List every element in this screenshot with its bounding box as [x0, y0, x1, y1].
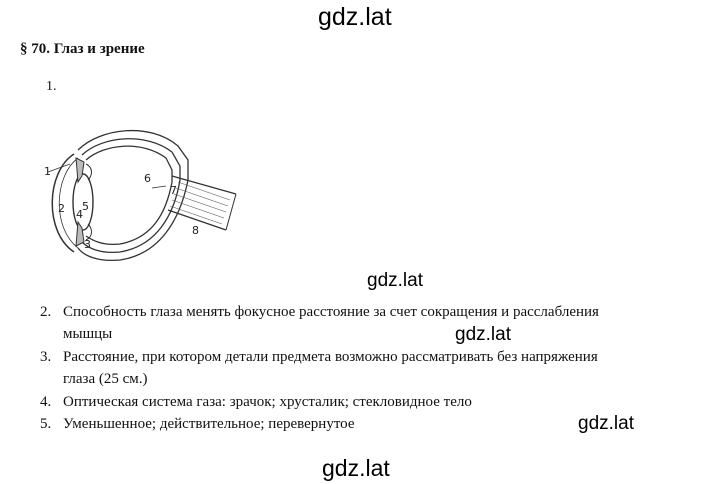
- section-heading: § 70. Глаз и зрение: [20, 41, 145, 57]
- answer-4: [40, 391, 700, 413]
- answer-text: Способность глаза менять фокусное расстояние за счет сокращения и расслабления: [63, 304, 599, 320]
- diagram-label-8: 8: [192, 224, 199, 237]
- answer-number: 5.: [40, 416, 52, 432]
- answer-text: Оптическая система газа: зрачок; хрусталик; стекловидное тело: [63, 394, 472, 410]
- eye-sclera-inner: [82, 139, 180, 253]
- diagram-label-7: 7: [170, 184, 177, 197]
- watermark: gdz.lat: [455, 324, 511, 345]
- answer-3: [40, 346, 700, 390]
- diagram-label-3: 3: [84, 238, 91, 251]
- diagram-label-4: 4: [76, 208, 83, 221]
- answer-text-continuation: глаза (25 см.): [63, 371, 148, 387]
- diagram-label-2: 2: [58, 202, 65, 215]
- answer-number: 3.: [40, 349, 52, 365]
- diagram-label-5: 5: [82, 200, 89, 213]
- answer-text: Расстояние, при котором детали предмета возможно рассматривать без напряжения: [63, 349, 598, 365]
- eye-iris-bottom: [76, 222, 84, 246]
- answer-2: [40, 301, 700, 345]
- answer-number: 2.: [40, 304, 52, 320]
- diagram-label-6: 6: [144, 172, 151, 185]
- eye-iris-top: [76, 158, 84, 182]
- watermark: gdz.lat: [367, 270, 423, 291]
- answer-number: 4.: [40, 394, 52, 410]
- answer-text-continuation: мышцы: [63, 326, 113, 342]
- answer-text: Уменьшенное; действительное; перевернутое: [63, 416, 355, 432]
- eye-diagram: [40, 120, 240, 275]
- diagram-label-1: 1: [44, 165, 51, 178]
- watermark: gdz.lat: [318, 3, 392, 31]
- watermark: gdz.lat: [578, 413, 634, 434]
- answer-1-number: 1.: [46, 79, 57, 94]
- watermark: gdz.lat: [322, 455, 390, 481]
